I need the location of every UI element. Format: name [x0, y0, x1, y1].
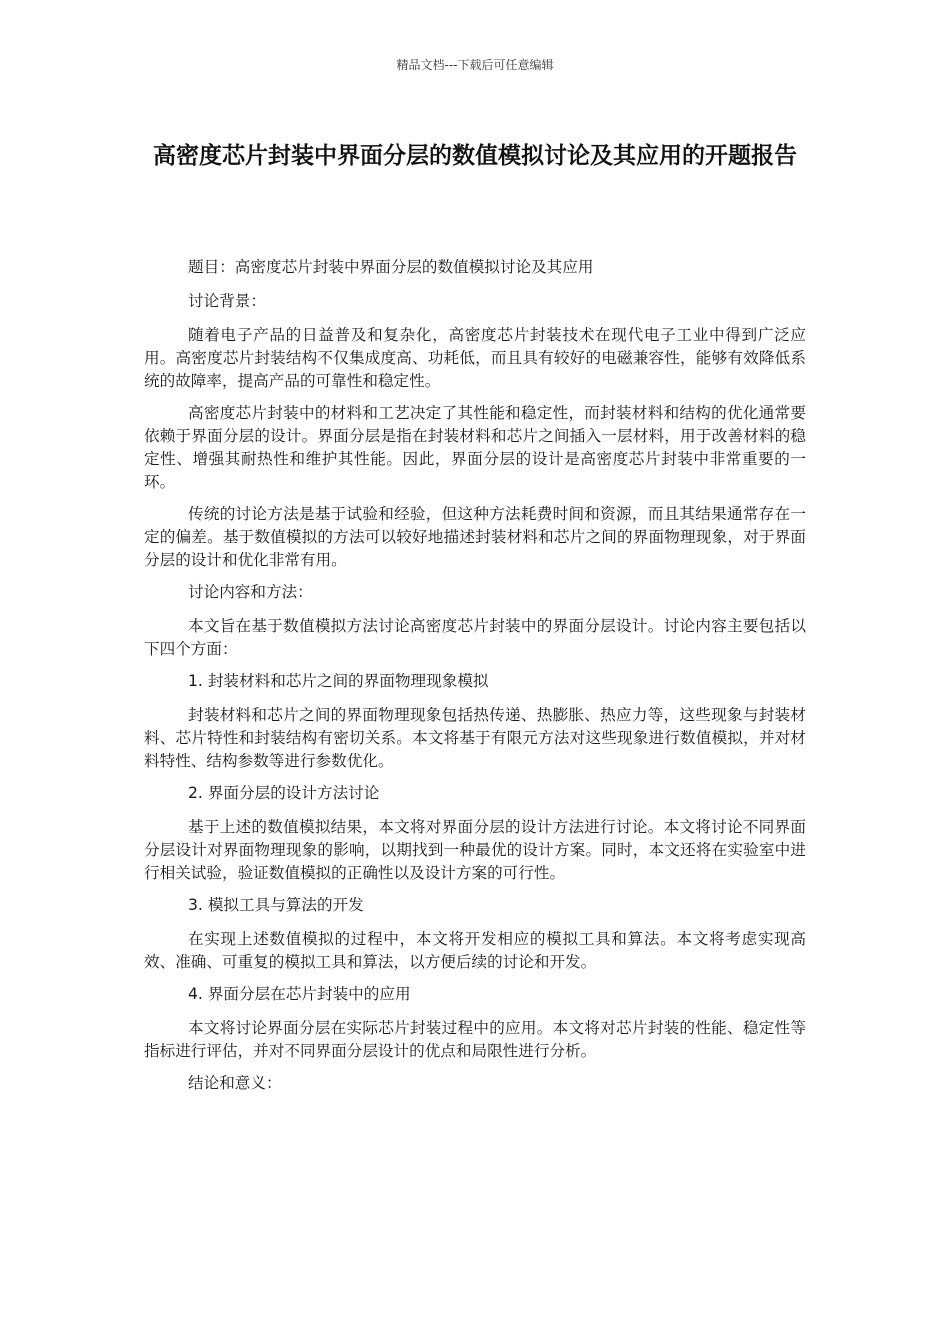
- content-intro-paragraph: 本文旨在基于数值模拟方法讨论高密度芯片封装中的界面分层设计。讨论内容主要包括以下四个方面：: [144, 617, 806, 658]
- section-heading-conclusion: 结论和意义：: [188, 1074, 282, 1092]
- background-paragraph-1: 随着电子产品的日益普及和复杂化，高密度芯片封装技术在现代电子工业中得到广泛应用。高密度芯片封装结构不仅集成度高、功耗低，而且具有较好的电磁兼容性，能够有效降低系统的故障率，提高产品的可靠性和稳定性。: [144, 326, 806, 390]
- item-heading-4: 4. 界面分层在芯片封装中的应用: [188, 985, 411, 1003]
- item-paragraph-2: 基于上述的数值模拟结果，本文将对界面分层的设计方法进行讨论。本文将讨论不同界面分层设计对界面物理现象的影响，以期找到一种最优的设计方案。同时，本文还将在实验室中进行相关试验，验证数值模拟的正确性以及设计方案的可行性。: [144, 818, 806, 882]
- item-paragraph-3: 在实现上述数值模拟的过程中，本文将开发相应的模拟工具和算法。本文将考虑实现高效、准确、可重复的模拟工具和算法，以方便后续的讨论和开发。: [144, 930, 806, 971]
- background-paragraph-2: 高密度芯片封装中的材料和工艺决定了其性能和稳定性，而封装材料和结构的优化通常要依赖于界面分层的设计。界面分层是指在封装材料和芯片之间插入一层材料，用于改善材料的稳定性、增强其耐热性和维护其性能。因此，界面分层的设计是高密度芯片封装中非常重要的一环。: [144, 404, 806, 491]
- section-heading-background: 讨论背景：: [188, 292, 266, 310]
- item-paragraph-1: 封装材料和芯片之间的界面物理现象包括热传递、热膨胀、热应力等，这些现象与封装材料、芯片特性和封装结构有密切关系。本文将基于有限元方法对这些现象进行数值模拟，并对材料特性、结构参数等进行参数优化。: [144, 706, 806, 770]
- item-heading-3: 3. 模拟工具与算法的开发: [188, 896, 364, 914]
- item-heading-2: 2. 界面分层的设计方法讨论: [188, 784, 380, 802]
- header-note: 精品文档---下载后可任意编辑: [396, 58, 554, 72]
- item-heading-1: 1. 封装材料和芯片之间的界面物理现象模拟: [188, 672, 489, 690]
- document-body: [144, 256, 806, 1106]
- document-title: 高密度芯片封装中界面分层的数值模拟讨论及其应用的开题报告: [153, 143, 797, 169]
- item-paragraph-4: 本文将讨论界面分层在实际芯片封装过程中的应用。本文将对芯片封装的性能、稳定性等指标进行评估，并对不同界面分层设计的优点和局限性进行分析。: [144, 1019, 806, 1060]
- background-paragraph-3: 传统的讨论方法是基于试验和经验，但这种方法耗费时间和资源，而且其结果通常存在一定的偏差。基于数值模拟的方法可以较好地描述封装材料和芯片之间的界面物理现象，对于界面分层的设计和优化非常有用。: [144, 505, 806, 569]
- topic-line: 题目：高密度芯片封装中界面分层的数值模拟讨论及其应用: [188, 258, 594, 276]
- section-heading-content-methods: 讨论内容和方法：: [188, 583, 313, 601]
